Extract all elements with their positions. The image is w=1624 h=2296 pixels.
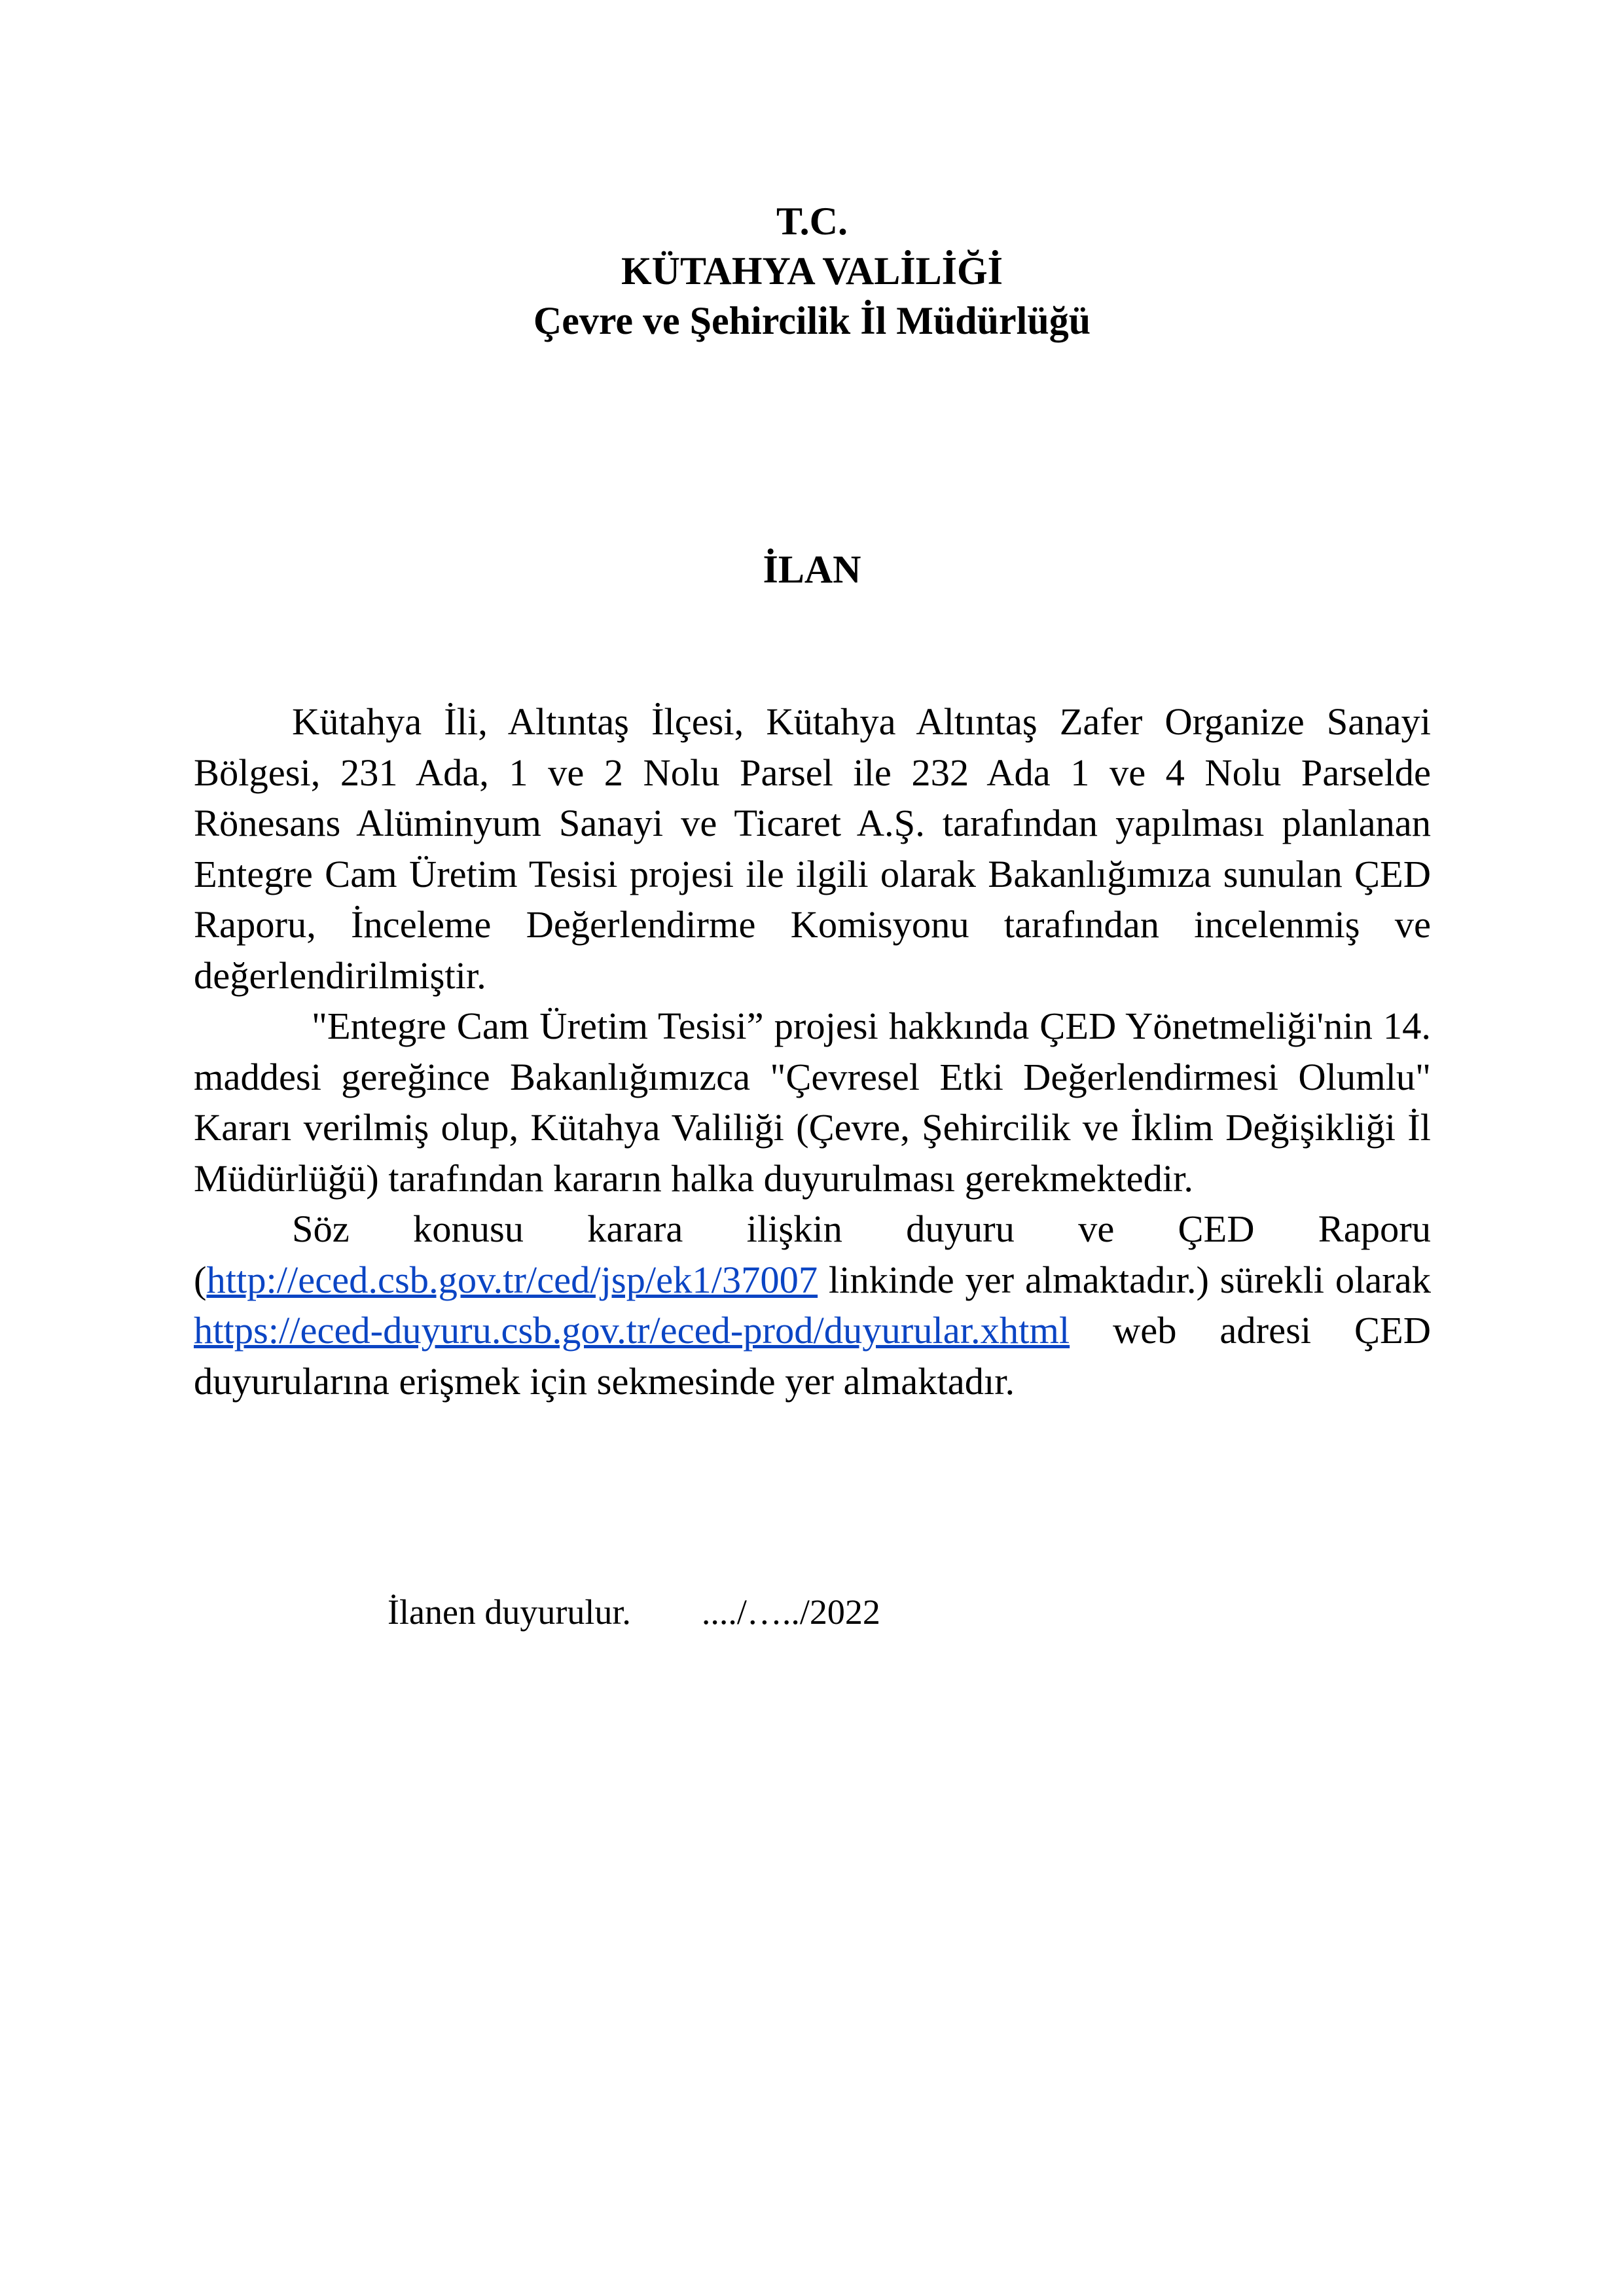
eced-report-link[interactable]: http://eced.csb.gov.tr/ced/jsp/ek1/37007 [206, 1258, 818, 1301]
eced-announcements-link[interactable]: https://eced-duyuru.csb.gov.tr/eced-prod/duyurular.xhtml [194, 1309, 1070, 1352]
document-header [0, 196, 1624, 346]
announcement-title: İLAN [763, 548, 861, 591]
header-state: T.C. [776, 200, 848, 243]
header-governorship: KÜTAHYA VALİLİĞİ [621, 249, 1003, 293]
announcement-body [194, 696, 1431, 1407]
paragraph-links [194, 1204, 1431, 1407]
paragraph-links-text-1: Söz konusu karara ilişkin duyuru ve ÇED Raporu ( [194, 1208, 1431, 1301]
footer-date: ..../…../2022 [701, 1592, 880, 1632]
paragraph-links-text-3: web adresi ÇED duyurularına erişmek için sekmesinde yer almaktadır. [194, 1309, 1431, 1403]
footer-announcement: İlanen duyurulur. [388, 1592, 631, 1632]
paragraph-decision: "Entegre Cam Üretim Tesisi” projesi hakkında ÇED Yönetmeliği'nin 14. maddesi gereğince Bakanlığımızca "Çevresel Etki Değerlendirmesi Olumlu" Kararı verilmiş olup, Kütahya Valiliği (Çevre, Şehircilik ve İklim Değişikliği İl Müdürlüğü) tarafından kararın halka duyurulması gerekmektedir. [194, 1005, 1431, 1200]
announcement-footer [388, 1589, 880, 1635]
header-directorate: Çevre ve Şehircilik İl Müdürlüğü [533, 299, 1091, 342]
paragraph-project-description: Kütahya İli, Altıntaş İlçesi, Kütahya Altıntaş Zafer Organize Sanayi Bölgesi, 231 Ada, 1 ve 2 Nolu Parsel ile 232 Ada 1 ve 4 Nolu Parselde Rönesans Alüminyum Sanayi ve Ticaret A.Ş. tarafından yapılması planlanan Entegre Cam Üretim Tesisi projesi ile ilgili olarak Bakanlığımıza sunulan ÇED Raporu, İnceleme Değerlendirme Komisyonu tarafından incelenmiş ve değerlendirilmiştir. [194, 700, 1431, 997]
paragraph-links-text-2: linkinde yer almaktadır.) sürekli olarak [818, 1258, 1431, 1301]
